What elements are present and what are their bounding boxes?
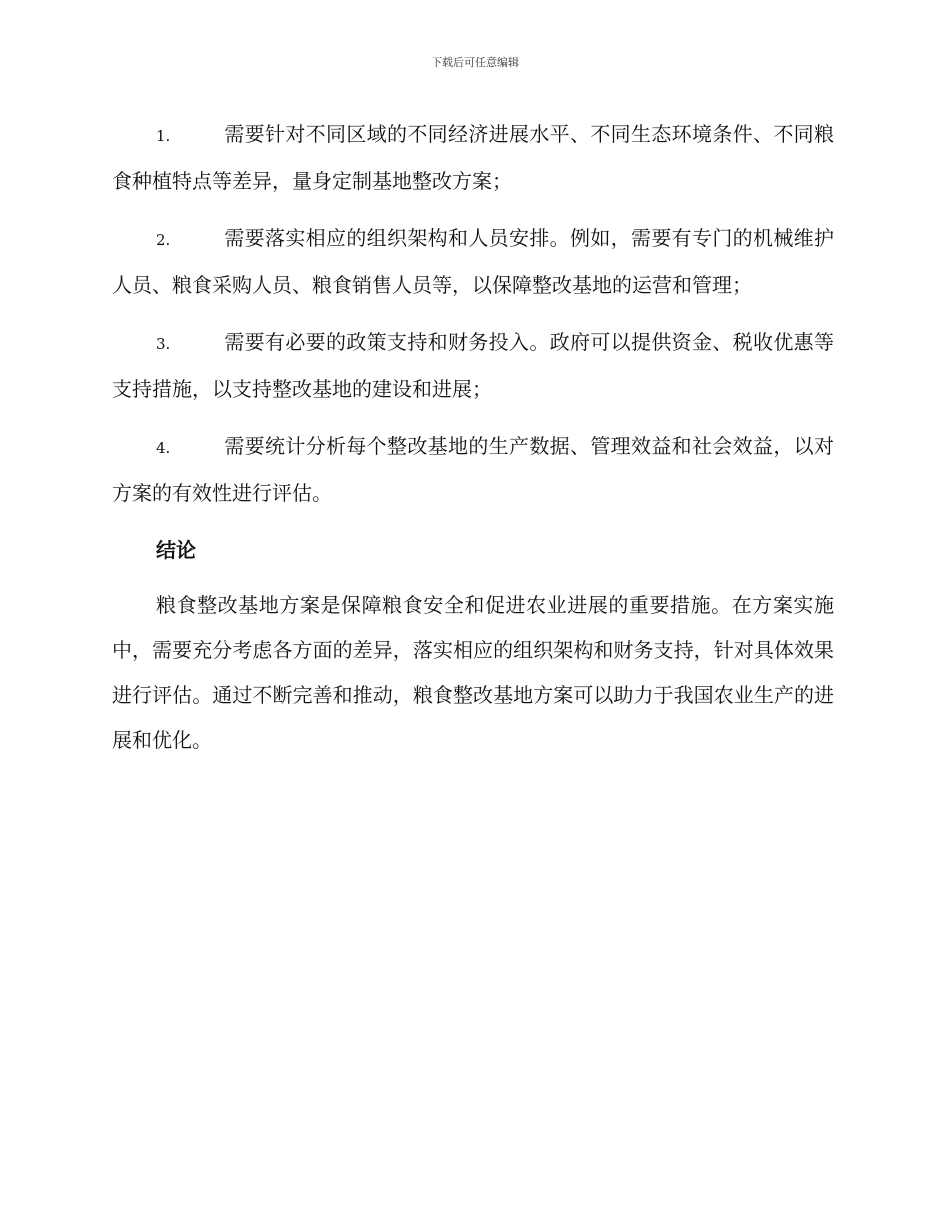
list-item bbox=[112, 424, 834, 516]
list-item-number: 2. bbox=[156, 231, 171, 249]
list-item-number: 1. bbox=[156, 127, 171, 145]
list-item-number: 3. bbox=[156, 335, 171, 353]
list-item bbox=[112, 320, 834, 412]
list-item-text: 需要有必要的政策支持和财务投入。政府可以提供资金、税收优惠等支持措施，以支持整改基地的建设和进展； bbox=[112, 330, 834, 401]
list-item bbox=[112, 216, 834, 308]
list-item bbox=[112, 112, 834, 204]
list-item-number: 4. bbox=[156, 439, 171, 457]
list-item-text: 需要统计分析每个整改基地的生产数据、管理效益和社会效益，以对方案的有效性进行评估。 bbox=[112, 434, 834, 505]
document-body bbox=[112, 112, 834, 763]
page-header: 下载后可任意编辑 bbox=[431, 56, 519, 69]
list-item-text: 需要落实相应的组织架构和人员安排。例如，需要有专门的机械维护人员、粮食采购人员、粮食销售人员等，以保障整改基地的运营和管理； bbox=[112, 226, 834, 297]
list-item-text: 需要针对不同区域的不同经济进展水平、不同生态环境条件、不同粮食种植特点等差异，量身定制基地整改方案； bbox=[112, 122, 834, 193]
conclusion-paragraph: 粮食整改基地方案是保障粮食安全和促进农业进展的重要措施。在方案实施中，需要充分考虑各方面的差异，落实相应的组织架构和财务支持，针对具体效果进行评估。通过不断完善和推动，粮食整改基地方案可以助力于我国农业生产的进展和优化。 bbox=[112, 593, 834, 752]
section-heading-conclusion: 结论 bbox=[156, 538, 196, 562]
